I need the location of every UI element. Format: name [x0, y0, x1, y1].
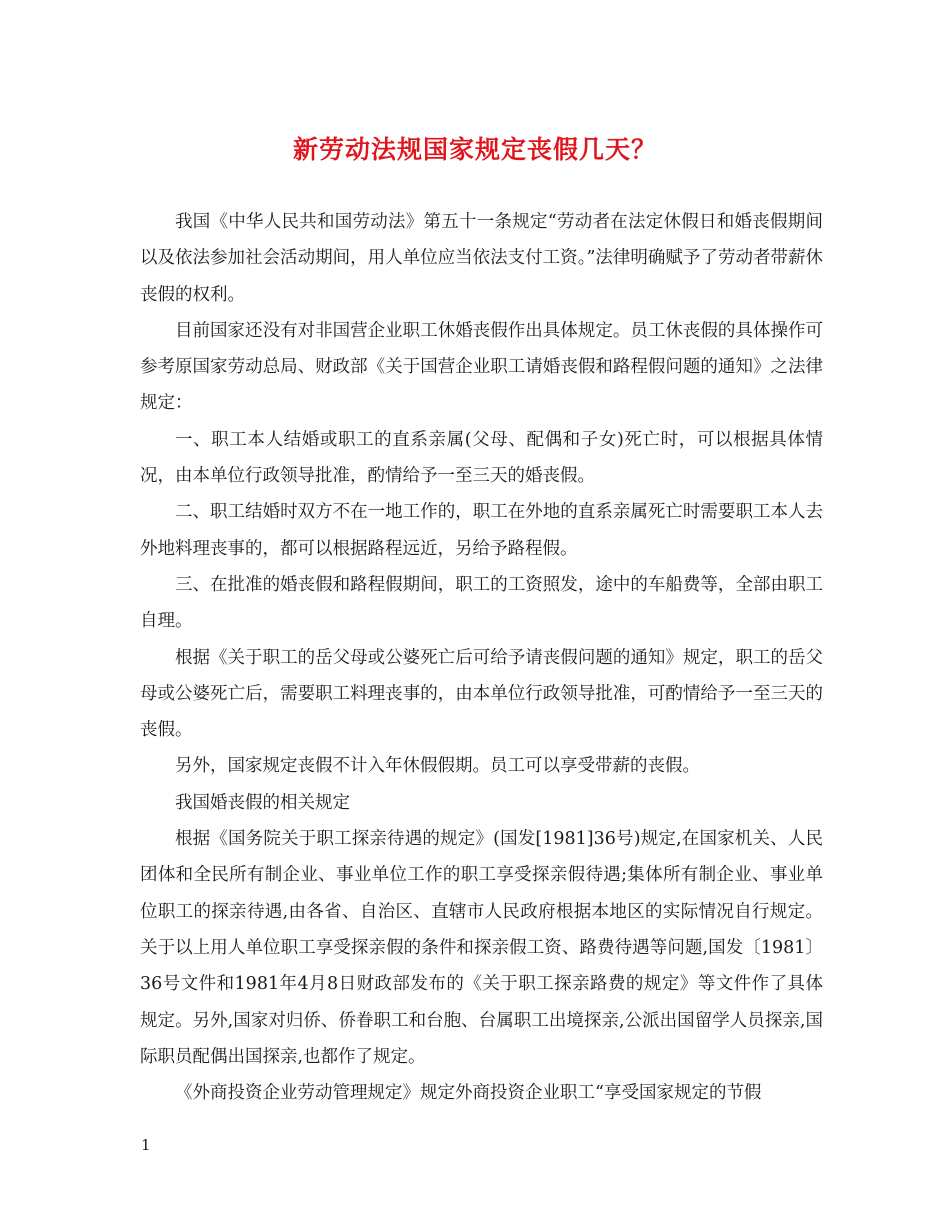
page-number: 1 — [141, 1136, 151, 1154]
paragraph: 我国《中华人民共和国劳动法》第五十一条规定“劳动者在法定休假日和婚丧假期间以及依法参加社会活动期间，用人单位应当依法支付工资。”法律明确赋予了劳动者带薪休丧假的权利。 — [140, 212, 823, 305]
paragraph: 一、职工本人结婚或职工的直系亲属(父母、配偶和子女)死亡时，可以根据具体情况，由本单位行政领导批准，酌情给予一至三天的婚丧假。 — [140, 429, 823, 487]
document-body — [140, 204, 823, 1111]
document-title: 新劳动法规国家规定丧假几天？ — [292, 135, 657, 164]
section-heading: 我国婚丧假的相关规定 — [175, 792, 350, 813]
paragraph: 根据《国务院关于职工探亲待遇的规定》(国发[1981]36号)规定,在国家机关、人民团体和全民所有制企业、事业单位工作的职工享受探亲假待遇;集体所有制企业、事业单位职工的探亲待遇,由各省、自治区、直辖市人民政府根据本地区的实际情况自行规定。关于以上用人单位职工享受探亲假的条件和探亲假工资、路费待遇等问题,国发〔1981〕36号文件和1981年4月8日财政部发布的《关于职工探亲路费的规定》等文件作了具体规定。另外,国家对归侨、侨眷职工和台胞、台属职工出境探亲,公派出国留学人员探亲,国际职员配偶出国探亲,也都作了规定。 — [140, 829, 823, 1067]
paragraph: 三、在批准的婚丧假和路程假期间，职工的工资照发，途中的车船费等，全部由职工自理。 — [140, 574, 823, 632]
paragraph: 根据《关于职工的岳父母或公婆死亡后可给予请丧假问题的通知》规定，职工的岳父母或公婆死亡后，需要职工料理丧事的，由本单位行政领导批准，可酌情给予一至三天的丧假。 — [140, 647, 823, 741]
paragraph: 二、职工结婚时双方不在一地工作的，职工在外地的直系亲属死亡时需要职工本人去外地料理丧事的，都可以根据路程远近，另给予路程假。 — [140, 502, 823, 559]
paragraph: 《外商投资企业劳动管理规定》规定外商投资企业职工“享受国家规定的节假 — [175, 1083, 762, 1104]
paragraph: 目前国家还没有对非国营企业职工休婚丧假作出具体规定。员工休丧假的具体操作可参考原国家劳动总局、财政部《关于国营企业职工请婚丧假和路程假问题的通知》之法律规定： — [140, 320, 823, 414]
paragraph: 另外，国家规定丧假不计入年休假假期。员工可以享受带薪的丧假。 — [175, 756, 700, 777]
